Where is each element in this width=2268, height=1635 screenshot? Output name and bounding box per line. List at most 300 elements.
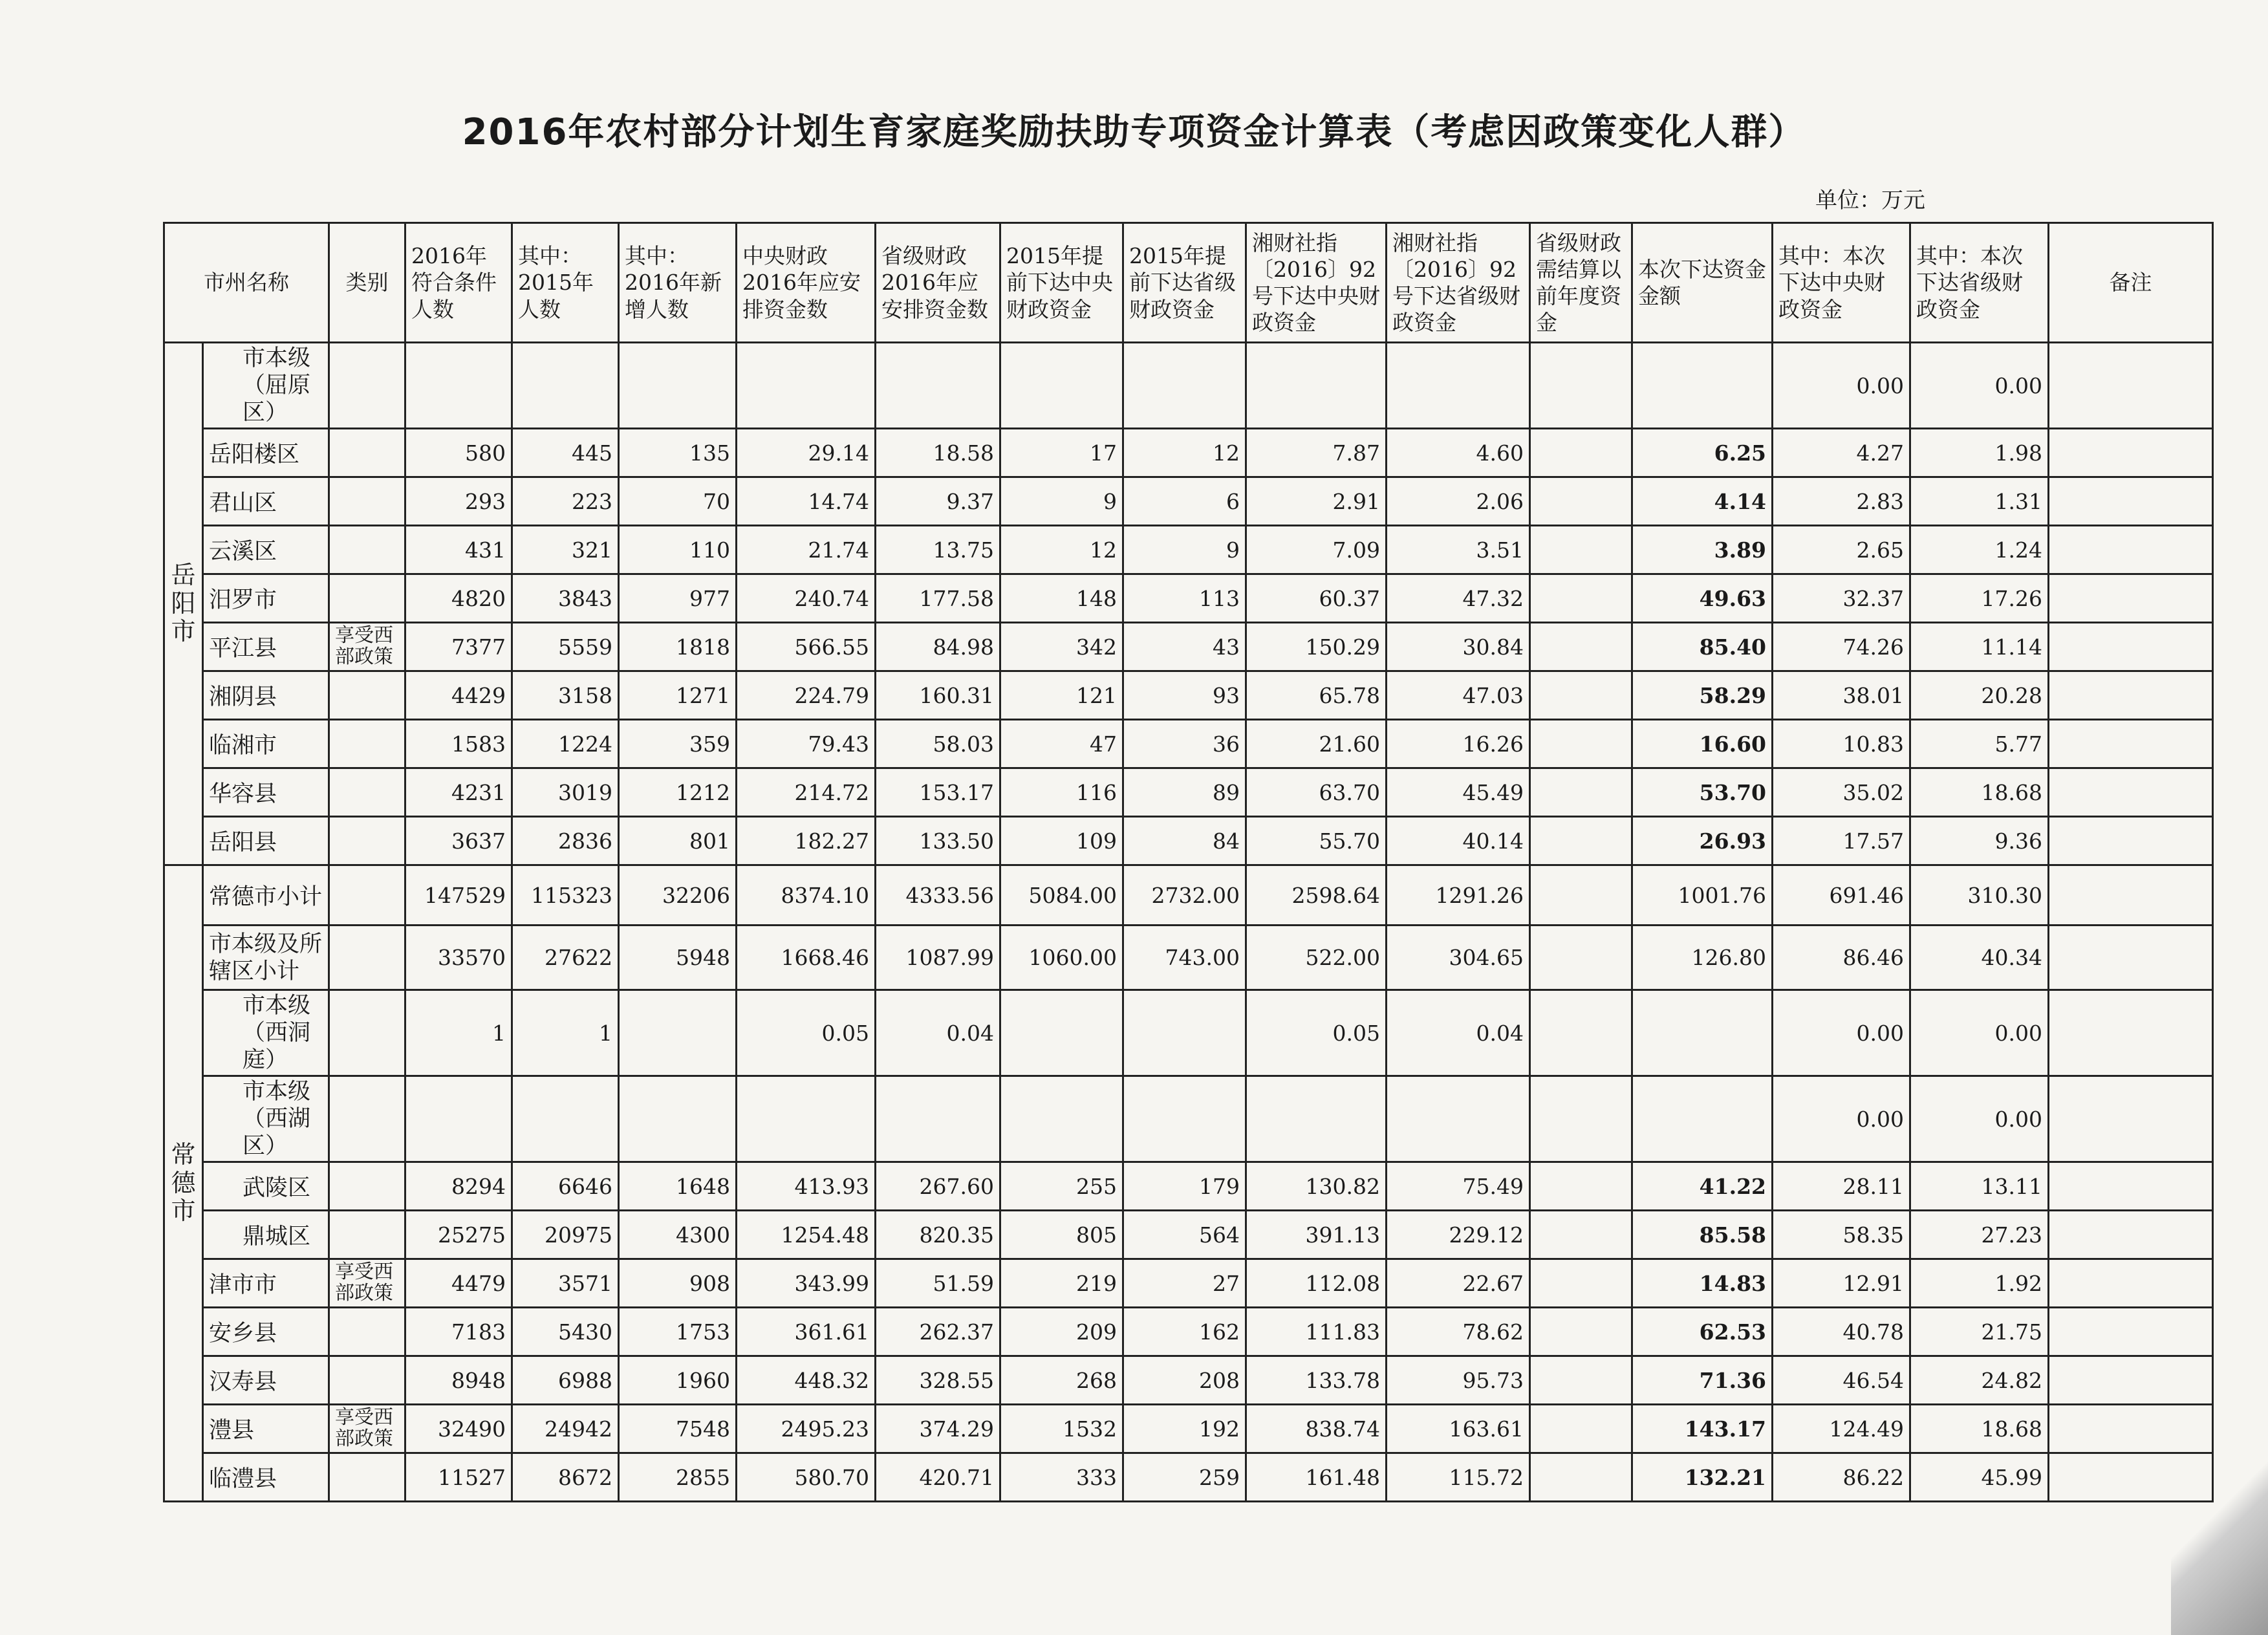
cell-c10: [1530, 1076, 1632, 1162]
cell-c10: [1530, 623, 1632, 671]
row-type: [329, 1076, 405, 1162]
cell-remark: [2049, 671, 2213, 720]
cell-c5: 820.35: [876, 1211, 1000, 1259]
cell-c6: 268: [1000, 1356, 1123, 1405]
cell-c13: 18.68: [1910, 768, 2049, 817]
cell-c11: 126.80: [1632, 926, 1773, 990]
cell-c8: 522.00: [1246, 926, 1387, 990]
cell-c7: 9: [1123, 526, 1246, 574]
cell-c9: 47.03: [1387, 671, 1530, 720]
cell-c1: 7183: [405, 1308, 512, 1356]
cell-c5: 262.37: [876, 1308, 1000, 1356]
cell-c5: 0.04: [876, 990, 1000, 1076]
cell-c9: 78.62: [1387, 1308, 1530, 1356]
row-type: [329, 574, 405, 623]
cell-c7: 564: [1123, 1211, 1246, 1259]
cell-c5: 177.58: [876, 574, 1000, 623]
cell-c1: 3637: [405, 817, 512, 865]
row-type: [329, 1356, 405, 1405]
cell-c4: 224.79: [737, 671, 876, 720]
table-row: [164, 1162, 2213, 1211]
cell-c9: 45.49: [1387, 768, 1530, 817]
cell-c11: 62.53: [1632, 1308, 1773, 1356]
table-row: [164, 1259, 2213, 1308]
header-c13: 其中：本次下达省级财政资金: [1910, 223, 2049, 343]
cell-c6: 805: [1000, 1211, 1123, 1259]
cell-c13: 45.99: [1910, 1453, 2049, 1502]
cell-c13: 27.23: [1910, 1211, 2049, 1259]
cell-c11: [1632, 343, 1773, 429]
cell-c13: 310.30: [1910, 865, 2049, 926]
cell-c8: [1246, 1076, 1387, 1162]
cell-c2: [512, 343, 619, 429]
cell-c13: 0.00: [1910, 990, 2049, 1076]
table-row: [164, 1356, 2213, 1405]
cell-c3: 4300: [619, 1211, 737, 1259]
cell-c11: [1632, 1076, 1773, 1162]
cell-c13: 1.92: [1910, 1259, 2049, 1308]
cell-remark: [2049, 865, 2213, 926]
cell-c8: 7.87: [1246, 429, 1387, 477]
row-name: 安乡县: [203, 1308, 329, 1356]
cell-remark: [2049, 720, 2213, 768]
row-type: [329, 671, 405, 720]
cell-c12: 28.11: [1773, 1162, 1910, 1211]
cell-c1: 4231: [405, 768, 512, 817]
cell-c6: 17: [1000, 429, 1123, 477]
cell-c10: [1530, 343, 1632, 429]
table-row: [164, 1405, 2213, 1453]
cell-c11: 4.14: [1632, 477, 1773, 526]
cell-c2: 24942: [512, 1405, 619, 1453]
cell-c8: 150.29: [1246, 623, 1387, 671]
cell-c5: 4333.56: [876, 865, 1000, 926]
cell-c6: 9: [1000, 477, 1123, 526]
header-c3: 其中：2016年新增人数: [619, 223, 737, 343]
cell-c7: 36: [1123, 720, 1246, 768]
cell-c5: 51.59: [876, 1259, 1000, 1308]
cell-c8: 21.60: [1246, 720, 1387, 768]
row-name: 常德市小计: [203, 865, 329, 926]
cell-c9: 3.51: [1387, 526, 1530, 574]
cell-c2: 8672: [512, 1453, 619, 1502]
cell-c5: [876, 343, 1000, 429]
row-name: 武陵区: [203, 1162, 329, 1211]
city-name: 岳阳市: [171, 560, 196, 646]
cell-c3: 908: [619, 1259, 737, 1308]
cell-c7: [1123, 990, 1246, 1076]
cell-c7: 179: [1123, 1162, 1246, 1211]
cell-c13: 40.34: [1910, 926, 2049, 990]
cell-c5: 267.60: [876, 1162, 1000, 1211]
cell-c12: 46.54: [1773, 1356, 1910, 1405]
cell-c12: 12.91: [1773, 1259, 1910, 1308]
cell-c1: 8948: [405, 1356, 512, 1405]
cell-c7: 6: [1123, 477, 1246, 526]
cell-c12: 124.49: [1773, 1405, 1910, 1453]
cell-c7: [1123, 1076, 1246, 1162]
cell-c5: 153.17: [876, 768, 1000, 817]
header-c12: 其中：本次下达中央财政资金: [1773, 223, 1910, 343]
cell-c13: 5.77: [1910, 720, 2049, 768]
cell-c5: 58.03: [876, 720, 1000, 768]
cell-c11: 71.36: [1632, 1356, 1773, 1405]
row-type: [329, 1453, 405, 1502]
header-city: 市州名称: [164, 223, 329, 343]
cell-c2: 3158: [512, 671, 619, 720]
row-name: 临澧县: [203, 1453, 329, 1502]
cell-c6: [1000, 990, 1123, 1076]
cell-c9: 4.60: [1387, 429, 1530, 477]
cell-c4: 240.74: [737, 574, 876, 623]
row-type: [329, 865, 405, 926]
cell-c12: 38.01: [1773, 671, 1910, 720]
cell-c10: [1530, 1308, 1632, 1356]
cell-c6: 255: [1000, 1162, 1123, 1211]
cell-c2: 3019: [512, 768, 619, 817]
cell-c11: 53.70: [1632, 768, 1773, 817]
row-name: 云溪区: [203, 526, 329, 574]
table-row: [164, 720, 2213, 768]
cell-c2: 27622: [512, 926, 619, 990]
cell-c9: 22.67: [1387, 1259, 1530, 1308]
cell-c1: 1583: [405, 720, 512, 768]
cell-c4: 0.05: [737, 990, 876, 1076]
cell-c1: 8294: [405, 1162, 512, 1211]
cell-c10: [1530, 768, 1632, 817]
city-cell: [164, 865, 203, 1502]
header-c9: 湘财社指〔2016〕92号下达省级财政资金: [1387, 223, 1530, 343]
cell-c1: 147529: [405, 865, 512, 926]
cell-c12: 2.65: [1773, 526, 1910, 574]
cell-remark: [2049, 768, 2213, 817]
cell-c10: [1530, 429, 1632, 477]
cell-c11: 16.60: [1632, 720, 1773, 768]
cell-c12: 86.22: [1773, 1453, 1910, 1502]
cell-c11: [1632, 990, 1773, 1076]
header-type: 类别: [329, 223, 405, 343]
cell-c3: [619, 343, 737, 429]
cell-c7: 27: [1123, 1259, 1246, 1308]
cell-c9: 40.14: [1387, 817, 1530, 865]
cell-c4: 1668.46: [737, 926, 876, 990]
table-row: [164, 477, 2213, 526]
cell-c13: 20.28: [1910, 671, 2049, 720]
header-c4: 中央财政2016年应安排资金数: [737, 223, 876, 343]
cell-c3: 70: [619, 477, 737, 526]
cell-remark: [2049, 477, 2213, 526]
cell-c5: 133.50: [876, 817, 1000, 865]
cell-c6: 219: [1000, 1259, 1123, 1308]
cell-c6: 333: [1000, 1453, 1123, 1502]
cell-remark: [2049, 1076, 2213, 1162]
cell-c12: 4.27: [1773, 429, 1910, 477]
cell-remark: [2049, 429, 2213, 477]
cell-c3: 801: [619, 817, 737, 865]
cell-c5: 18.58: [876, 429, 1000, 477]
cell-c8: 133.78: [1246, 1356, 1387, 1405]
cell-c11: 3.89: [1632, 526, 1773, 574]
scan-corner-shadow: [2171, 1415, 2268, 1635]
cell-remark: [2049, 526, 2213, 574]
cell-c3: 1960: [619, 1356, 737, 1405]
row-type: 享受西部政策: [329, 623, 405, 671]
table-row: [164, 768, 2213, 817]
cell-c4: 343.99: [737, 1259, 876, 1308]
cell-c2: 115323: [512, 865, 619, 926]
cell-remark: [2049, 1259, 2213, 1308]
cell-c9: 2.06: [1387, 477, 1530, 526]
row-name: 鼎城区: [203, 1211, 329, 1259]
cell-c13: 21.75: [1910, 1308, 2049, 1356]
city-name: 常德市: [171, 1140, 196, 1226]
cell-c10: [1530, 1259, 1632, 1308]
cell-c10: [1530, 720, 1632, 768]
table-row: [164, 1076, 2213, 1162]
cell-c2: 20975: [512, 1211, 619, 1259]
cell-c9: 16.26: [1387, 720, 1530, 768]
cell-c12: 691.46: [1773, 865, 1910, 926]
cell-c13: 18.68: [1910, 1405, 2049, 1453]
table-row: [164, 1308, 2213, 1356]
cell-c5: [876, 1076, 1000, 1162]
cell-c11: 26.93: [1632, 817, 1773, 865]
cell-c10: [1530, 526, 1632, 574]
row-name: 平江县: [203, 623, 329, 671]
cell-c12: 40.78: [1773, 1308, 1910, 1356]
cell-c8: 838.74: [1246, 1405, 1387, 1453]
cell-c6: 148: [1000, 574, 1123, 623]
cell-c4: 448.32: [737, 1356, 876, 1405]
cell-c6: [1000, 343, 1123, 429]
row-name: 湘阴县: [203, 671, 329, 720]
row-type: [329, 926, 405, 990]
cell-c2: 2836: [512, 817, 619, 865]
cell-c11: 85.40: [1632, 623, 1773, 671]
cell-c1: 32490: [405, 1405, 512, 1453]
cell-c6: 47: [1000, 720, 1123, 768]
row-name: 市本级（西洞庭）: [203, 990, 329, 1076]
cell-c4: 14.74: [737, 477, 876, 526]
row-type: [329, 720, 405, 768]
cell-c6: 109: [1000, 817, 1123, 865]
cell-c1: 11527: [405, 1453, 512, 1502]
cell-c10: [1530, 865, 1632, 926]
row-type: [329, 526, 405, 574]
cell-c10: [1530, 671, 1632, 720]
cell-c4: 1254.48: [737, 1211, 876, 1259]
cell-c1: 1: [405, 990, 512, 1076]
cell-c1: 25275: [405, 1211, 512, 1259]
cell-c7: 12: [1123, 429, 1246, 477]
cell-c4: 214.72: [737, 768, 876, 817]
cell-c1: 7377: [405, 623, 512, 671]
cell-c4: 361.61: [737, 1308, 876, 1356]
cell-c9: 229.12: [1387, 1211, 1530, 1259]
cell-c2: 1224: [512, 720, 619, 768]
cell-c3: 135: [619, 429, 737, 477]
row-type: [329, 429, 405, 477]
cell-c12: 2.83: [1773, 477, 1910, 526]
cell-c6: [1000, 1076, 1123, 1162]
header-c6: 2015年提前下达中央财政资金: [1000, 223, 1123, 343]
row-name: 汉寿县: [203, 1356, 329, 1405]
cell-c13: 1.24: [1910, 526, 2049, 574]
cell-c4: 182.27: [737, 817, 876, 865]
funding-table: [163, 222, 2214, 1502]
cell-c6: 12: [1000, 526, 1123, 574]
cell-c10: [1530, 574, 1632, 623]
cell-c3: 359: [619, 720, 737, 768]
cell-c10: [1530, 1356, 1632, 1405]
cell-c9: 95.73: [1387, 1356, 1530, 1405]
cell-c8: 111.83: [1246, 1308, 1387, 1356]
cell-c5: 160.31: [876, 671, 1000, 720]
cell-c2: [512, 1076, 619, 1162]
cell-c13: 17.26: [1910, 574, 2049, 623]
header-c7: 2015年提前下达省级财政资金: [1123, 223, 1246, 343]
cell-c7: 113: [1123, 574, 1246, 623]
header-row: [164, 223, 2213, 343]
cell-c11: 132.21: [1632, 1453, 1773, 1502]
cell-c5: 1087.99: [876, 926, 1000, 990]
row-type: [329, 477, 405, 526]
table-row: [164, 623, 2213, 671]
cell-c12: 10.83: [1773, 720, 1910, 768]
cell-c12: 58.35: [1773, 1211, 1910, 1259]
cell-c10: [1530, 926, 1632, 990]
cell-c3: 7548: [619, 1405, 737, 1453]
cell-c11: 41.22: [1632, 1162, 1773, 1211]
cell-c4: 8374.10: [737, 865, 876, 926]
cell-c6: 342: [1000, 623, 1123, 671]
cell-c10: [1530, 1211, 1632, 1259]
header-c1: 2016年符合条件人数: [405, 223, 512, 343]
cell-c13: 24.82: [1910, 1356, 2049, 1405]
row-name: 岳阳县: [203, 817, 329, 865]
cell-c1: 431: [405, 526, 512, 574]
unit-label: 单位：万元: [1815, 188, 1925, 213]
cell-c8: 63.70: [1246, 768, 1387, 817]
cell-c2: 321: [512, 526, 619, 574]
cell-c2: 445: [512, 429, 619, 477]
cell-c7: [1123, 343, 1246, 429]
cell-c13: 1.98: [1910, 429, 2049, 477]
row-name: 市本级及所辖区小计: [203, 926, 329, 990]
cell-c3: 5948: [619, 926, 737, 990]
cell-c5: 9.37: [876, 477, 1000, 526]
cell-c7: 43: [1123, 623, 1246, 671]
row-name: 津市市: [203, 1259, 329, 1308]
table-row: [164, 1453, 2213, 1502]
cell-c8: 161.48: [1246, 1453, 1387, 1502]
cell-c9: 304.65: [1387, 926, 1530, 990]
cell-remark: [2049, 990, 2213, 1076]
cell-c2: 3571: [512, 1259, 619, 1308]
cell-c3: 1648: [619, 1162, 737, 1211]
row-type: [329, 1308, 405, 1356]
cell-c11: 14.83: [1632, 1259, 1773, 1308]
row-name: 市本级（西湖区）: [203, 1076, 329, 1162]
cell-c1: 33570: [405, 926, 512, 990]
cell-c13: 0.00: [1910, 1076, 2049, 1162]
cell-remark: [2049, 926, 2213, 990]
row-name: 华容县: [203, 768, 329, 817]
cell-c1: [405, 1076, 512, 1162]
cell-c12: 0.00: [1773, 990, 1910, 1076]
row-name: 临湘市: [203, 720, 329, 768]
cell-c10: [1530, 990, 1632, 1076]
cell-c4: 21.74: [737, 526, 876, 574]
cell-c12: 0.00: [1773, 343, 1910, 429]
header-c10: 省级财政需结算以前年度资金: [1530, 223, 1632, 343]
header-c11: 本次下达资金金额: [1632, 223, 1773, 343]
cell-c10: [1530, 1453, 1632, 1502]
cell-c2: 6988: [512, 1356, 619, 1405]
cell-c8: 55.70: [1246, 817, 1387, 865]
cell-remark: [2049, 1211, 2213, 1259]
cell-c2: 5430: [512, 1308, 619, 1356]
cell-c1: 293: [405, 477, 512, 526]
cell-c1: 4479: [405, 1259, 512, 1308]
cell-c7: 743.00: [1123, 926, 1246, 990]
table-body: [164, 343, 2213, 1502]
row-type: [329, 1211, 405, 1259]
table-row: [164, 343, 2213, 429]
cell-c11: 58.29: [1632, 671, 1773, 720]
cell-c2: 223: [512, 477, 619, 526]
cell-c10: [1530, 1162, 1632, 1211]
table-row: [164, 865, 2213, 926]
cell-c7: 192: [1123, 1405, 1246, 1453]
cell-c10: [1530, 817, 1632, 865]
cell-c9: 163.61: [1387, 1405, 1530, 1453]
row-type: [329, 817, 405, 865]
cell-c2: 3843: [512, 574, 619, 623]
cell-c12: 32.37: [1773, 574, 1910, 623]
cell-c12: 35.02: [1773, 768, 1910, 817]
table-row: [164, 926, 2213, 990]
cell-c4: 413.93: [737, 1162, 876, 1211]
cell-c4: 29.14: [737, 429, 876, 477]
cell-c6: 5084.00: [1000, 865, 1123, 926]
cell-c8: 0.05: [1246, 990, 1387, 1076]
cell-c3: 110: [619, 526, 737, 574]
cell-remark: [2049, 343, 2213, 429]
cell-c6: 121: [1000, 671, 1123, 720]
header-c2: 其中：2015年人数: [512, 223, 619, 343]
cell-c1: 580: [405, 429, 512, 477]
cell-c1: 4429: [405, 671, 512, 720]
cell-c3: 32206: [619, 865, 737, 926]
table-row: [164, 574, 2213, 623]
table-row: [164, 817, 2213, 865]
cell-c4: 580.70: [737, 1453, 876, 1502]
row-type: [329, 343, 405, 429]
cell-c6: 209: [1000, 1308, 1123, 1356]
table-row: [164, 429, 2213, 477]
cell-c7: 93: [1123, 671, 1246, 720]
cell-c8: 7.09: [1246, 526, 1387, 574]
cell-c13: 0.00: [1910, 343, 2049, 429]
row-type: 享受西部政策: [329, 1259, 405, 1308]
cell-c9: 115.72: [1387, 1453, 1530, 1502]
cell-c7: 84: [1123, 817, 1246, 865]
cell-c1: 4820: [405, 574, 512, 623]
cell-c6: 116: [1000, 768, 1123, 817]
cell-c9: 0.04: [1387, 990, 1530, 1076]
cell-c6: 1532: [1000, 1405, 1123, 1453]
